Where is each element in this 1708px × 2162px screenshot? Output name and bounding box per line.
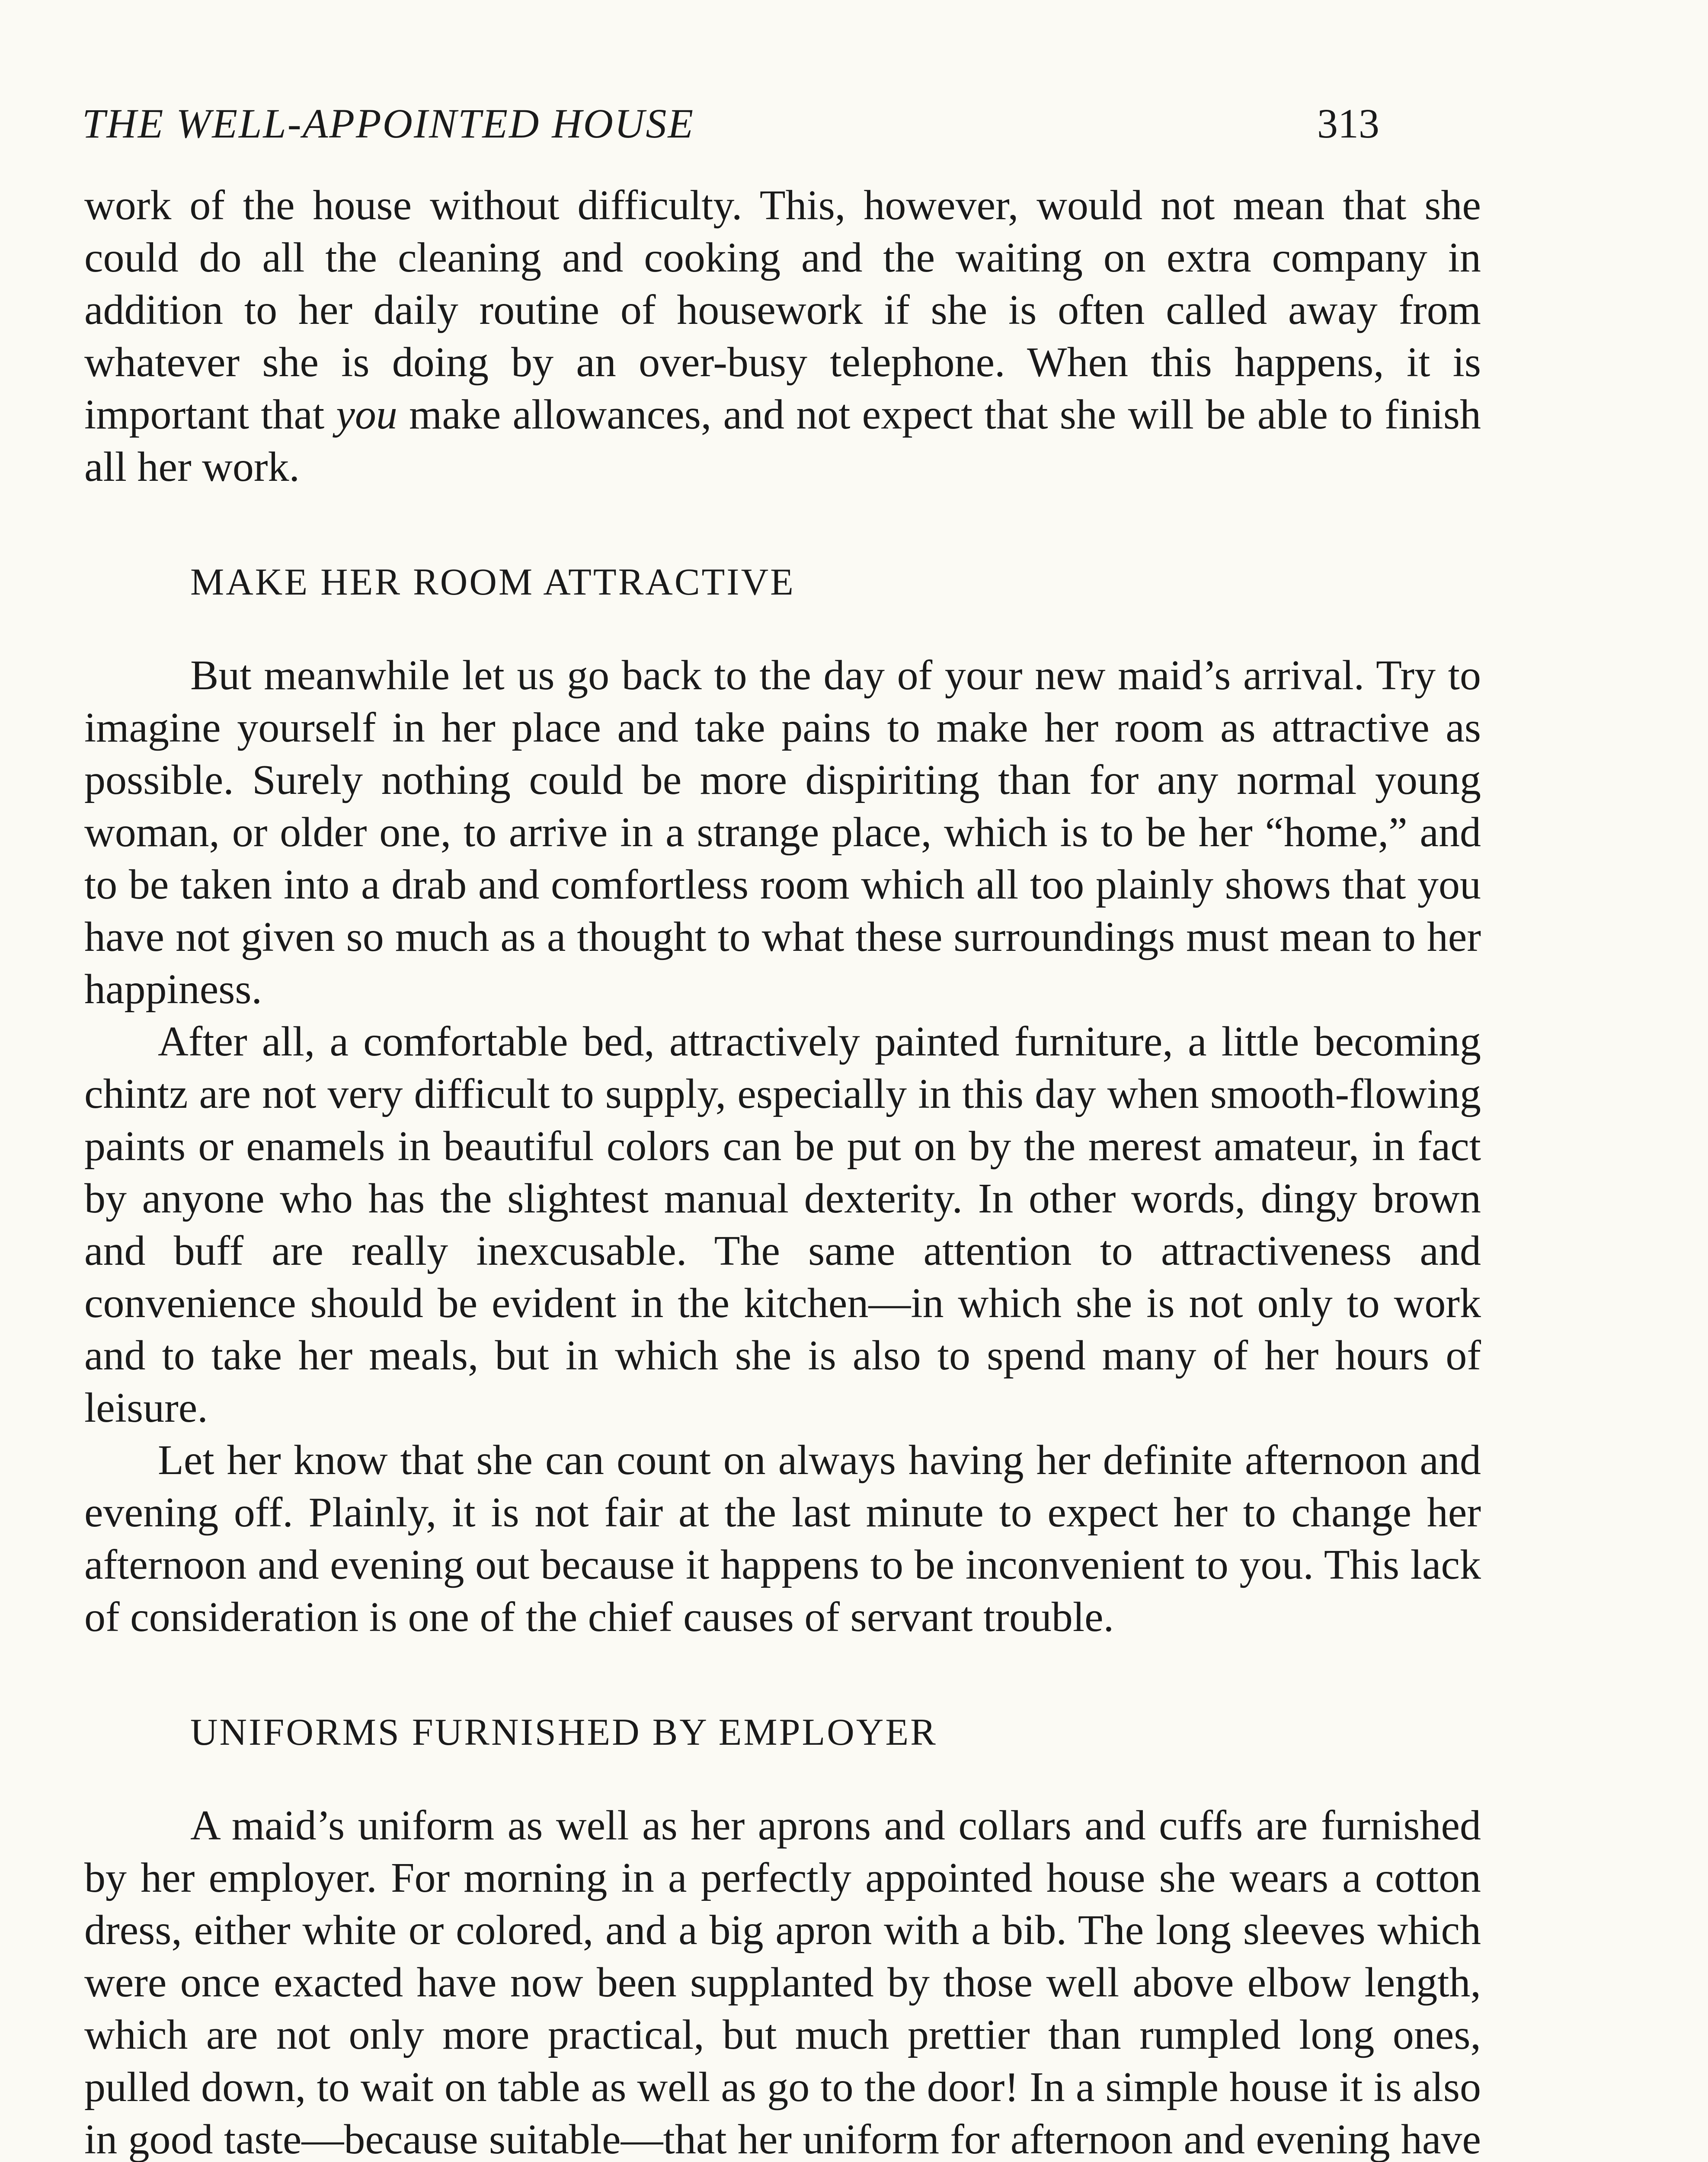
page-number: 313 bbox=[1317, 100, 1379, 147]
paragraph: Let her know that she can count on always having her definite afternoon and evening off. Plainly, it is not fair at the last minute to expect her to change her afternoon and evening out because it happens to be inconvenient to you. This lack of consideration is one of the chief causes of servant trouble. bbox=[84, 1437, 1481, 1641]
paragraph: A maid’s uniform as well as her aprons and collars and cuffs are furnished by her employer. For morning in a perfectly appointed house she wears a cotton dress, either white or colored, and a big apron with a bib. The long sleeves which were once exacted have now been supplanted by those well above elbow length, which are not only more practical, but much prettier than rumpled long ones, pulled down, to wait on table as well as go to the door! In a simple house it is also in good taste—because suitable—that her uniform for afternoon and evening have bbox=[84, 1802, 1481, 2162]
paragraph: After all, a comfortable bed, attractively painted furniture, a little becoming chintz are not very difficult to supply, especially in this day when smooth-flowing paints or enamels in beautiful colors can be put on by the merest amateur, in fact by anyone who has the slightest manual dexterity. In other words, dingy brown and buff are really inexcusable. The same attention to attractiveness and convenience should be evident in the kitchen—in which she is not only to work and to take her meals, but in which she is also to spend many of her hours of leisure. bbox=[84, 1018, 1481, 1431]
running-header bbox=[82, 99, 1379, 164]
body-text bbox=[84, 179, 1481, 2162]
paragraph-text: When this happens, it is important that bbox=[84, 339, 1481, 438]
section-heading-room: MAKE HER ROOM ATTRACTIVE bbox=[190, 561, 795, 603]
section-heading-uniforms: UNIFORMS FURNISHED BY EMPLOYER bbox=[190, 1711, 937, 1753]
emphasized-word: you bbox=[336, 391, 397, 438]
paragraph-text: work of the house without difficulty. This, however, would not mean that she could do all the cleaning and cooking and the waiting on extra company in addition to her daily routine of housework if she is often called away from whatever she is doing by an over-busy telephone. bbox=[84, 182, 1481, 386]
running-title: THE WELL-APPOINTED HOUSE bbox=[82, 100, 694, 147]
paragraph-text: make allowances, and not expect that she will be able to finish all her work. bbox=[84, 391, 1481, 490]
paragraph-continued bbox=[84, 179, 1481, 493]
paragraph: But meanwhile let us go back to the day of your new maid’s arrival. Try to imagine yourself in her place and take pains to make her room as attractive as possible. Surely nothing could be more dispiriting than for any normal young woman, or older one, to arrive in a strange place, which is to be her “home,” and to be taken into a drab and comfortless room which all too plainly shows that you have not given so much as a thought to what these surroundings must mean to her happiness. bbox=[84, 652, 1481, 1013]
